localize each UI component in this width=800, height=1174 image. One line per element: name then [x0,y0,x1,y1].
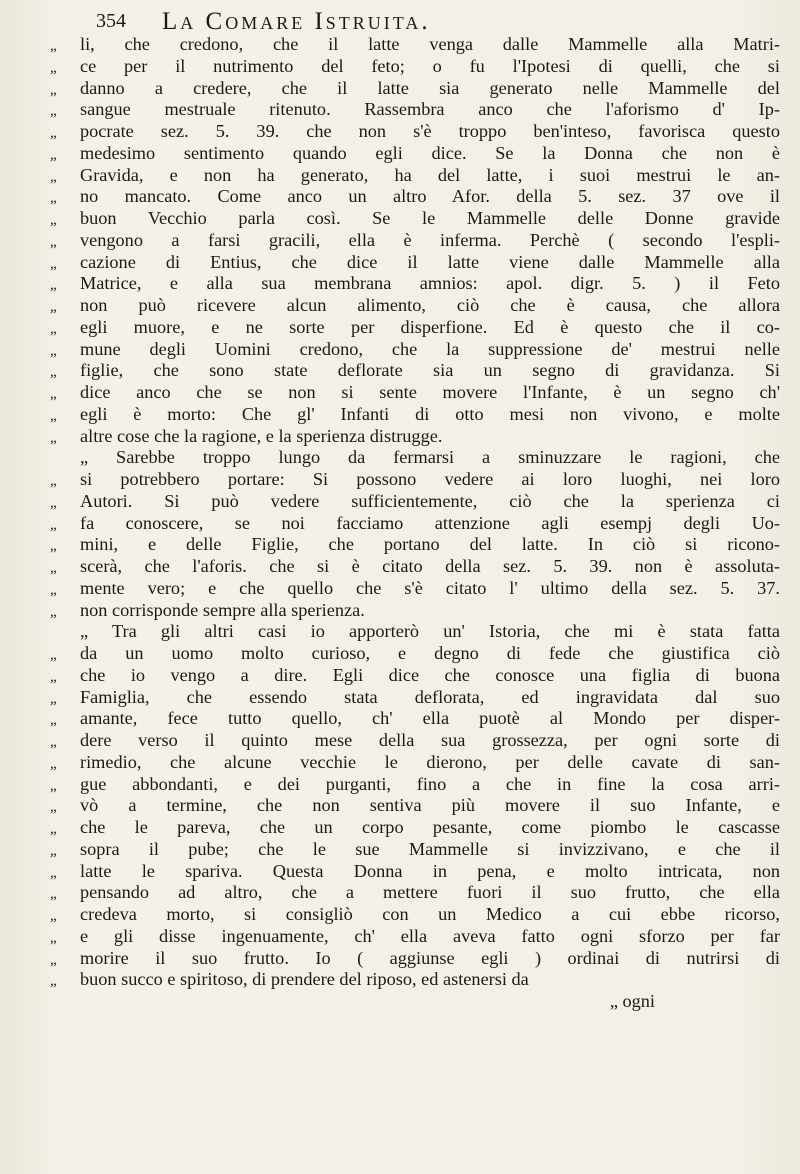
line-text: medesimo sentimento quando egli dice. Se la Donna che non è [80,142,780,163]
quote-mark: „ [50,190,57,207]
line-text: morire il suo frutto. Io ( aggiunse egli ) ordinai di nutrirsi di [80,947,780,968]
text-line [50,426,785,448]
quote-mark: „ [50,386,57,402]
quote-mark: „ [50,103,57,120]
quote-mark: „ [50,668,57,685]
quote-mark: „ [50,125,57,141]
quote-mark: „ [50,799,57,816]
line-text: cazione di Entius, che dice il latte viene dalle Mammelle alla [80,251,780,272]
line-text: gue abbondanti, e dei purganti, fino a che in fine la cosa arri- [80,773,780,794]
line-text: no mancato. Come anco un altro Afor. della 5. sez. 37 ove il [80,186,780,207]
catchword: „ ogni [609,991,655,1011]
text-line [50,404,785,426]
text-line [50,208,785,230]
quote-mark: „ [50,38,57,54]
line-text: si potrebbero portare: Si possono vedere ai loro luoghi, nei loro [80,469,780,489]
text-line [50,556,785,578]
text-line [50,339,785,361]
quote-mark: „ [50,233,57,250]
text-line [50,969,785,991]
text-line [50,839,785,861]
text-line [50,621,785,643]
line-text: „ Tra gli altri casi io apporterò un' Istoria, che mi è stata fatta [80,621,780,642]
quote-mark: „ [50,320,57,337]
line-text: ce per il nutrimento del feto; o fu l'Ipotesi di quelli, che si [80,55,780,76]
line-text: non può ricevere alcun alimento, ciò che è causa, che allora [80,295,780,315]
line-text: Famiglia, che essendo stata deflorata, ed ingravidata dal suo [80,686,780,707]
quote-mark: „ [50,864,57,881]
quote-mark: „ [50,59,57,76]
line-text: non corrisponde sempre alla sperienza. [80,599,365,620]
text-line [50,926,785,948]
text-line [50,143,785,165]
line-text: da un uomo molto curioso, e degno di fede che giustifica ciò [80,643,780,663]
text-line [50,534,785,556]
line-text: mente vero; e che quello che s'è citato l' ultimo della sez. 5. 37. [80,577,780,598]
line-text: Gravida, e non ha generato, ha del latte, i suoi mestrui le an- [80,164,780,185]
line-text: buon succo e spiritoso, di prendere del riposo, ed astenersi da [80,969,529,990]
line-text: scerà, che l'aforis. che si è citato della sez. 5. 39. non è assoluta- [80,556,780,576]
body-text [50,34,785,1013]
text-line [50,317,785,339]
quote-mark: „ [50,690,57,707]
text-line [50,447,785,469]
text-line [50,861,785,883]
quote-mark: „ [50,603,57,620]
text-line [50,121,785,143]
quote-mark: „ [50,277,57,294]
line-text: che le pareva, che un corpo pesante, come piombo le cascasse [80,817,780,837]
text-line [50,708,785,730]
line-text: altre cose che la ragione, e la sperienza distrugge. [80,425,443,446]
quote-mark: „ [50,342,57,359]
quote-mark: „ [50,407,57,424]
line-text: vò a termine, che non sentiva più movere il suo Infante, e [80,795,780,816]
text-line [50,665,785,687]
quote-mark: „ [50,429,57,446]
text-line [50,817,785,839]
quote-mark: „ [50,929,57,946]
quote-mark: „ [50,168,57,185]
line-text: che io vengo a dire. Egli dice che conosce una figlia di buona [80,664,780,685]
quote-mark: „ [50,560,57,576]
text-line [50,186,785,208]
text-line [50,882,785,904]
quote-mark: „ [50,255,57,272]
line-text: dere verso il quinto mese della sua grossezza, per ogni sorte di [80,730,780,750]
line-text: vengono a farsi gracili, ella è inferma. Perchè ( secondo l'espli- [80,229,780,250]
line-text: danno a credere, che il latte sia generato nelle Mammelle del [80,77,780,98]
quote-mark: „ [50,777,57,794]
running-title: La Comare Istruita. [162,8,431,35]
text-line [50,774,785,796]
line-text: figlie, che sono state deflorate sia un segno di gravidanza. Si [80,360,780,381]
quote-mark: „ [50,516,57,533]
text-line [50,56,785,78]
quote-mark: „ [50,364,57,381]
text-line [50,643,785,665]
text-line [50,687,785,709]
text-line [50,752,785,774]
line-text: sopra il pube; che le sue Mammelle si invizzivano, e che il [80,838,780,859]
line-text: amante, fece tutto quello, ch' ella puotè al Mondo per disper- [80,708,780,729]
quote-mark: „ [50,299,57,315]
line-text: mini, e delle Figlie, che portano del latte. In ciò si ricono- [80,534,780,555]
text-line [50,948,785,970]
quote-mark: „ [50,581,57,598]
line-text: e gli disse ingenuamente, ch' ella aveva fatto ogni sforzo per far [80,925,780,946]
page-number: 354 [96,10,126,32]
quote-mark: „ [50,886,57,903]
text-line [50,252,785,274]
text-line [50,34,785,56]
quote-mark: „ [50,81,57,98]
line-text: rimedio, che alcune vecchie le dierono, per delle cavate di san- [80,751,780,772]
line-text: sangue mestruale ritenuto. Rassembra anco che l'aforismo d' Ip- [80,99,780,120]
quote-mark: „ [50,951,57,968]
text-line [50,295,785,317]
text-line [50,382,785,404]
text-line [50,730,785,752]
line-text: egli muore, e ne sorte per disperfione. Ed è questo che il co- [80,316,780,337]
quote-mark: „ [50,821,57,837]
line-text: buon Vecchio parla così. Se le Mammelle delle Donne gravide [80,208,780,228]
quote-mark: „ [50,734,57,750]
quote-mark: „ [50,473,57,489]
quote-mark: „ [50,647,57,663]
line-text: mune degli Uomini credono, che la suppressione de' mestrui nelle [80,338,780,359]
text-line [50,273,785,295]
line-text: Matrice, e alla sua membrana amnios: apol. digr. 5. ) il Feto [80,273,780,294]
line-text: fa conoscere, se noi facciamo attenzione agli esempj degli Uo- [80,512,780,533]
line-text: pocrate sez. 5. 39. che non s'è troppo ben'inteso, favorisca questo [80,121,780,141]
text-line [50,795,785,817]
text-line [50,600,785,622]
text-line [50,578,785,600]
quote-mark: „ [50,973,57,990]
text-line [50,491,785,513]
line-text: pensando ad altro, che a mettere fuori il suo frutto, che ella [80,882,780,903]
text-line [50,469,785,491]
quote-mark: „ [50,755,57,772]
quote-mark: „ [50,538,57,555]
text-line [50,904,785,926]
quote-mark: „ [50,146,57,163]
line-text: dice anco che se non si sente movere l'Infante, è un segno ch' [80,382,780,402]
text-line [50,230,785,252]
line-text: credeva morto, si consigliò con un Medico a cui ebbe ricorso, [80,904,780,924]
line-text: latte le spariva. Questa Donna in pena, e molto intricata, non [80,860,780,881]
quote-mark: „ [50,712,57,729]
quote-mark: „ [50,212,57,228]
line-text: Autori. Si può vedere sufficientemente, ciò che la sperienza ci [80,490,780,511]
text-line [50,99,785,121]
line-text: „ Sarebbe troppo lungo da fermarsi a sminuzzare le ragioni, che [80,447,780,468]
quote-mark: „ [50,842,57,859]
text-line [50,360,785,382]
text-line [50,165,785,187]
quote-mark: „ [50,494,57,511]
text-line [50,513,785,535]
line-text: egli è morto: Che gl' Infanti di otto mesi non vivono, e molte [80,403,780,424]
text-line [50,78,785,100]
line-text: li, che credono, che il latte venga dalle Mammelle alla Matri- [80,34,780,54]
quote-mark: „ [50,908,57,924]
